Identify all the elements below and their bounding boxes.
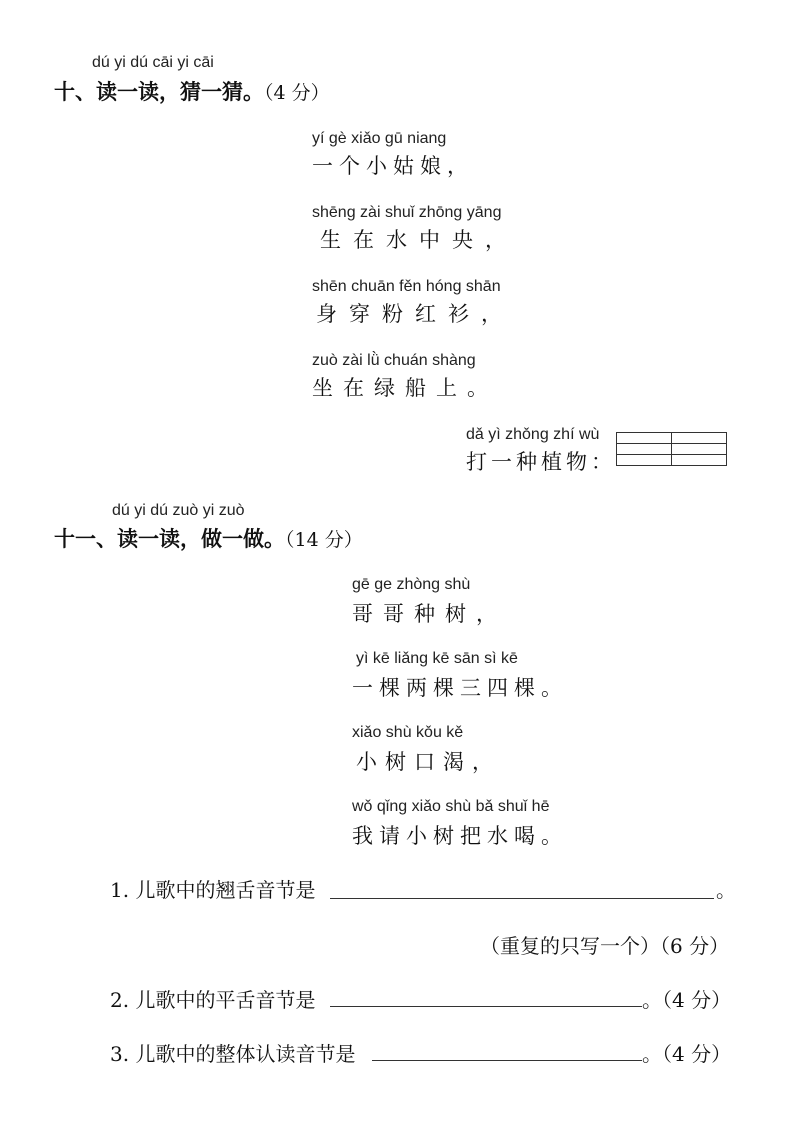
question-1-label: 1. 儿歌中的翘舌音节是: [110, 878, 316, 902]
answer-pinyin-grid[interactable]: [616, 432, 727, 466]
riddle-line-3-text: 身穿粉红衫，: [316, 302, 514, 326]
question-1-tail: 。: [716, 878, 736, 902]
rhyme-line-2-pinyin: yì kē liǎng kē sān sì kē: [356, 650, 518, 667]
rhyme-line-4-pinyin: wǒ qǐng xiǎo shù bǎ shuǐ hē: [352, 798, 550, 815]
section11-heading-pinyin: dú yi dú zuò yi zuò: [112, 502, 245, 519]
riddle-line-4-text: 坐在绿船上。: [312, 376, 498, 400]
section10-heading-pinyin: dú yi dú cāi yi cāi: [92, 54, 214, 71]
question-3-tail: 。（4 分）: [642, 1042, 732, 1066]
riddle-line-1-pinyin: yí gè xiǎo gū niang: [312, 130, 447, 147]
riddle-answer-label: 打一种植物：: [466, 450, 616, 474]
rhyme-line-3-pinyin: xiǎo shù kǒu kě: [352, 724, 464, 741]
rhyme-line-1-pinyin: gē ge zhòng shù: [352, 576, 471, 593]
rhyme-line-3-text: 小树口渴，: [356, 750, 501, 774]
riddle-answer-pinyin: dǎ yì zhǒng zhí wù: [466, 426, 600, 443]
section11-score: （14 分）: [285, 529, 363, 551]
question-3-label: 3. 儿歌中的整体认读音节是: [110, 1042, 356, 1066]
question-1-answer-line[interactable]: [330, 898, 714, 899]
riddle-line-3-pinyin: shēn chuān fěn hóng shān: [312, 278, 501, 295]
section10-heading-text: 十、读一读，猜一猜。: [54, 80, 264, 104]
section11-heading-text: 十一、读一读，做一做。: [54, 527, 285, 551]
question-2-label: 2. 儿歌中的平舌音节是: [110, 988, 316, 1012]
question-2-answer-line[interactable]: [330, 1006, 642, 1007]
question-1-note: （重复的只写一个）（6 分）: [480, 934, 730, 958]
question-3-answer-line[interactable]: [372, 1060, 642, 1061]
rhyme-line-2-text: 一棵两棵三四棵。: [352, 676, 568, 700]
rhyme-line-1-text: 哥哥种树，: [352, 602, 507, 626]
section10-heading: [54, 76, 330, 106]
section10-score: （4 分）: [264, 82, 330, 104]
question-2-tail: 。（4 分）: [642, 988, 732, 1012]
riddle-line-2-text: 生在水中央，: [320, 228, 518, 252]
rhyme-line-4-text: 我请小树把水喝。: [352, 824, 568, 848]
section11-heading: [54, 523, 363, 553]
riddle-line-1-text: 一个小姑娘，: [312, 154, 474, 178]
riddle-line-2-pinyin: shēng zài shuǐ zhōng yāng: [312, 204, 502, 221]
riddle-line-4-pinyin: zuò zài lǜ chuán shàng: [312, 352, 476, 369]
